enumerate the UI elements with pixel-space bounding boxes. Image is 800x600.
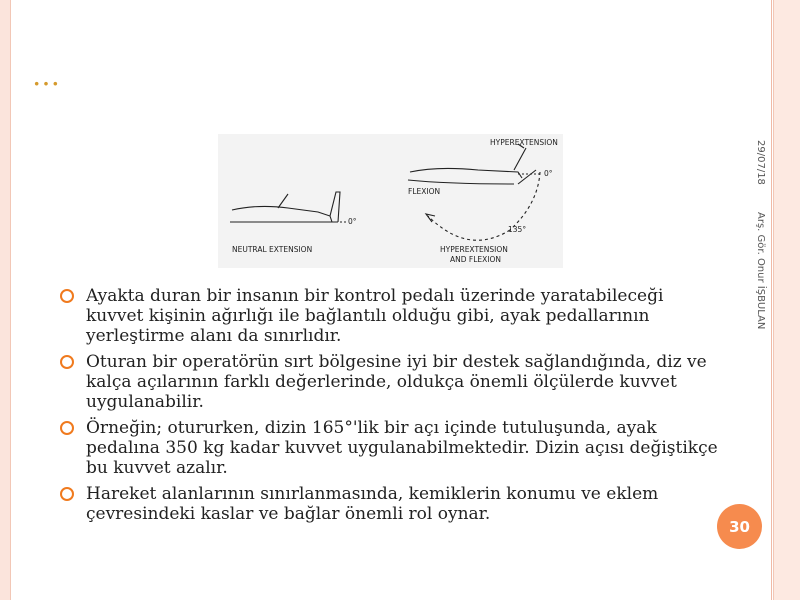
page-number-badge: 30: [717, 504, 762, 549]
bullet-item: [60, 286, 720, 346]
ring-bullet-icon: [60, 487, 74, 501]
slide-title: …: [32, 59, 62, 92]
slide-date: 29/07/18: [755, 140, 766, 185]
right-border-decoration: [773, 0, 800, 600]
bullet-list: [60, 286, 720, 530]
bullet-item: [60, 352, 720, 412]
neutral-extension-label: NEUTRAL EXTENSION: [232, 245, 313, 254]
hyperextension-flexion-label-line1: HYPEREXTENSION: [440, 245, 508, 254]
bullet-item: [60, 484, 720, 524]
bullet-text: Örneğin; otururken, dizin 165°'lik bir açı içinde tutuluşunda, ayak pedalına 350 kg kadar kuvvet uygulanabilmektedir. Dizin açısı değiştikçe bu kuvvet azalır.: [86, 418, 718, 478]
flexion-annotation: FLEXION: [408, 187, 441, 196]
slide-author: Arş. Gör. Onur İŞBULAN: [755, 212, 766, 330]
hyperextension-annotation: HYPEREXTENSION: [490, 138, 558, 147]
angle-135-label: 135°: [508, 225, 527, 234]
hyperextension-flexion-label-line2: AND FLEXION: [450, 255, 501, 264]
zero-angle-right: 0°: [544, 169, 553, 178]
bullet-text: Ayakta duran bir insanın bir kontrol pedalı üzerinde yaratabileceği kuvvet kişinin ağırlığı ile bağlantılı olduğu gibi, ayak pedallarının yerleştirme alanı da sınırlıdır.: [86, 286, 664, 346]
ring-bullet-icon: [60, 289, 74, 303]
ring-bullet-icon: [60, 421, 74, 435]
ring-bullet-icon: [60, 355, 74, 369]
ankle-motion-figure: [218, 134, 563, 268]
bullet-text: Hareket alanlarının sınırlanmasında, kemiklerin konumu ve eklem çevresindeki kaslar ve bağlar önemli rol oynar.: [86, 484, 659, 524]
bullet-text: Oturan bir operatörün sırt bölgesine iyi bir destek sağlandığında, diz ve kalça açılarının farklı değerlerinde, oldukça önemli ölçülerde kuvvet uygulanabilir.: [86, 352, 707, 412]
bullet-item: [60, 418, 720, 478]
right-border-line: [771, 0, 772, 600]
left-border-decoration: [0, 0, 11, 600]
zero-angle-left: 0°: [348, 217, 357, 226]
ankle-motion-illustration: [218, 134, 563, 268]
